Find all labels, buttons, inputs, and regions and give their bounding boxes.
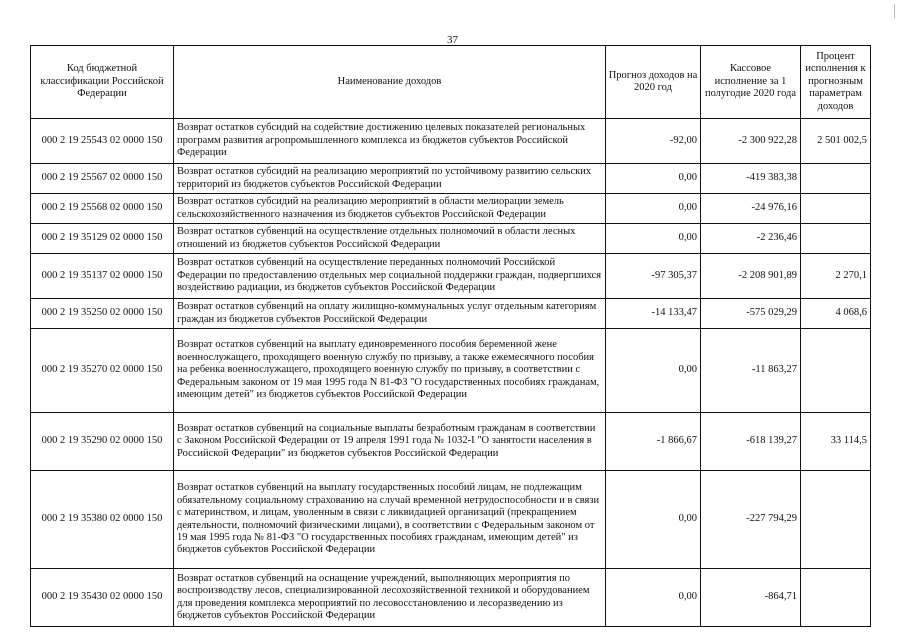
row-percent: 33 114,5 [801, 413, 871, 471]
row-code: 000 2 19 35430 02 0000 150 [31, 569, 174, 627]
table-row [31, 413, 871, 471]
row-code: 000 2 19 35137 02 0000 150 [31, 254, 174, 299]
row-forecast: -14 133,47 [606, 299, 701, 329]
row-name: Возврат остатков субвенций на осуществление переданных полномочий Российской Федерации по предоставлению отдельных мер социальной поддержки граждан, подвергшихся воздействию радиации, из бюджетов субъектов Российской Федерации [174, 254, 606, 299]
row-forecast: -97 305,37 [606, 254, 701, 299]
row-actual: -24 976,16 [701, 194, 801, 224]
page-edge-mark [894, 4, 895, 18]
row-forecast: 0,00 [606, 194, 701, 224]
row-actual: -419 383,38 [701, 164, 801, 194]
row-percent: 4 068,6 [801, 299, 871, 329]
row-name: Возврат остатков субвенций на осуществление отдельных полномочий в области лесных отношений из бюджетов субъектов Российской Федерации [174, 224, 606, 254]
table-row [31, 569, 871, 627]
table-row [31, 254, 871, 299]
table-row [31, 299, 871, 329]
row-percent: 2 270,1 [801, 254, 871, 299]
page-number: 37 [447, 34, 458, 46]
row-actual: -2 300 922,28 [701, 119, 801, 164]
table-row [31, 224, 871, 254]
row-code: 000 2 19 35270 02 0000 150 [31, 329, 174, 413]
row-actual: -11 863,27 [701, 329, 801, 413]
row-forecast: 0,00 [606, 164, 701, 194]
row-percent [801, 194, 871, 224]
row-forecast: 0,00 [606, 569, 701, 627]
row-code: 000 2 19 35250 02 0000 150 [31, 299, 174, 329]
header-actual: Кассовое исполнение за 1 полугодие 2020 года [701, 46, 801, 119]
table-row [31, 119, 871, 164]
header-percent: Процент исполнения к прогнозным параметрам доходов [801, 46, 871, 119]
row-forecast: 0,00 [606, 224, 701, 254]
row-name: Возврат остатков субвенций на оснащение учреждений, выполняющих мероприятия по воспроизводству лесов, специализированной лесохозяйственной техникой и оборудованием для проведения комплекса мероприятий по лесовосстановлению и лесоразведению из бюджетов субъектов Российской Федерации [174, 569, 606, 627]
header-row [31, 46, 871, 119]
revenue-table [30, 45, 871, 627]
row-forecast: 0,00 [606, 471, 701, 569]
row-name: Возврат остатков субвенций на выплату единовременного пособия беременной жене военнослужащего, проходящего военную службу по призыву, а также ежемесячного пособия на ребенка военнослужащего, проходящего военную службу по призыву, в соответствии с Федеральным законом от 19 мая 1995 года N 81-ФЗ "О государственных пособиях гражданам, имеющим детей" из бюджетов субъектов Российской Федерации [174, 329, 606, 413]
row-name: Возврат остатков субсидий на реализацию мероприятий в области мелиорации земель сельскохозяйственного назначения из бюджетов субъектов Российской Федерации [174, 194, 606, 224]
row-code: 000 2 19 35290 02 0000 150 [31, 413, 174, 471]
row-percent: 2 501 002,5 [801, 119, 871, 164]
header-name: Наименование доходов [174, 46, 606, 119]
row-percent [801, 471, 871, 569]
table-row [31, 164, 871, 194]
row-percent [801, 569, 871, 627]
row-code: 000 2 19 25567 02 0000 150 [31, 164, 174, 194]
row-code: 000 2 19 35380 02 0000 150 [31, 471, 174, 569]
row-name: Возврат остатков субвенций на оплату жилищно-коммунальных услуг отдельным категориям граждан из бюджетов субъектов Российской Федерации [174, 299, 606, 329]
header-forecast: Прогноз доходов на 2020 год [606, 46, 701, 119]
row-actual: -2 208 901,89 [701, 254, 801, 299]
row-percent [801, 164, 871, 194]
row-forecast: -1 866,67 [606, 413, 701, 471]
table-row [31, 329, 871, 413]
row-code: 000 2 19 25543 02 0000 150 [31, 119, 174, 164]
row-name: Возврат остатков субсидий на содействие достижению целевых показателей региональных программ развития агропромышленного комплекса из бюджетов субъектов Российской Федерации [174, 119, 606, 164]
row-code: 000 2 19 25568 02 0000 150 [31, 194, 174, 224]
row-name: Возврат остатков субвенций на социальные выплаты безработным гражданам в соответствии с Законом Российской Федерации от 19 апреля 1991 года № 1032-I "О занятости населения в Российской Федерации" из бюджетов субъектов Российской Федерации [174, 413, 606, 471]
row-actual: -618 139,27 [701, 413, 801, 471]
row-actual: -864,71 [701, 569, 801, 627]
row-code: 000 2 19 35129 02 0000 150 [31, 224, 174, 254]
row-actual: -227 794,29 [701, 471, 801, 569]
row-actual: -575 029,29 [701, 299, 801, 329]
row-actual: -2 236,46 [701, 224, 801, 254]
row-forecast: -92,00 [606, 119, 701, 164]
table-row [31, 471, 871, 569]
row-name: Возврат остатков субсидий на реализацию мероприятий по устойчивому развитию сельских территорий из бюджетов субъектов Российской Федерации [174, 164, 606, 194]
header-code: Код бюджетной классификации Российской Федерации [31, 46, 174, 119]
table-row [31, 194, 871, 224]
row-percent [801, 329, 871, 413]
row-forecast: 0,00 [606, 329, 701, 413]
row-name: Возврат остатков субвенций на выплату государственных пособий лицам, не подлежащим обязательному социальному страхованию на случай временной нетрудоспособности и в связи с материнством, и лицам, уволенным в связи с ликвидацией организаций (прекращением деятельности, полномочий физическими лицами), в соответствии с Федеральным законом от 19 мая 1995 года № 81-ФЗ "О государственных пособиях гражданам, имеющим детей" из бюджетов субъектов Российской Федерации [174, 471, 606, 569]
row-percent [801, 224, 871, 254]
